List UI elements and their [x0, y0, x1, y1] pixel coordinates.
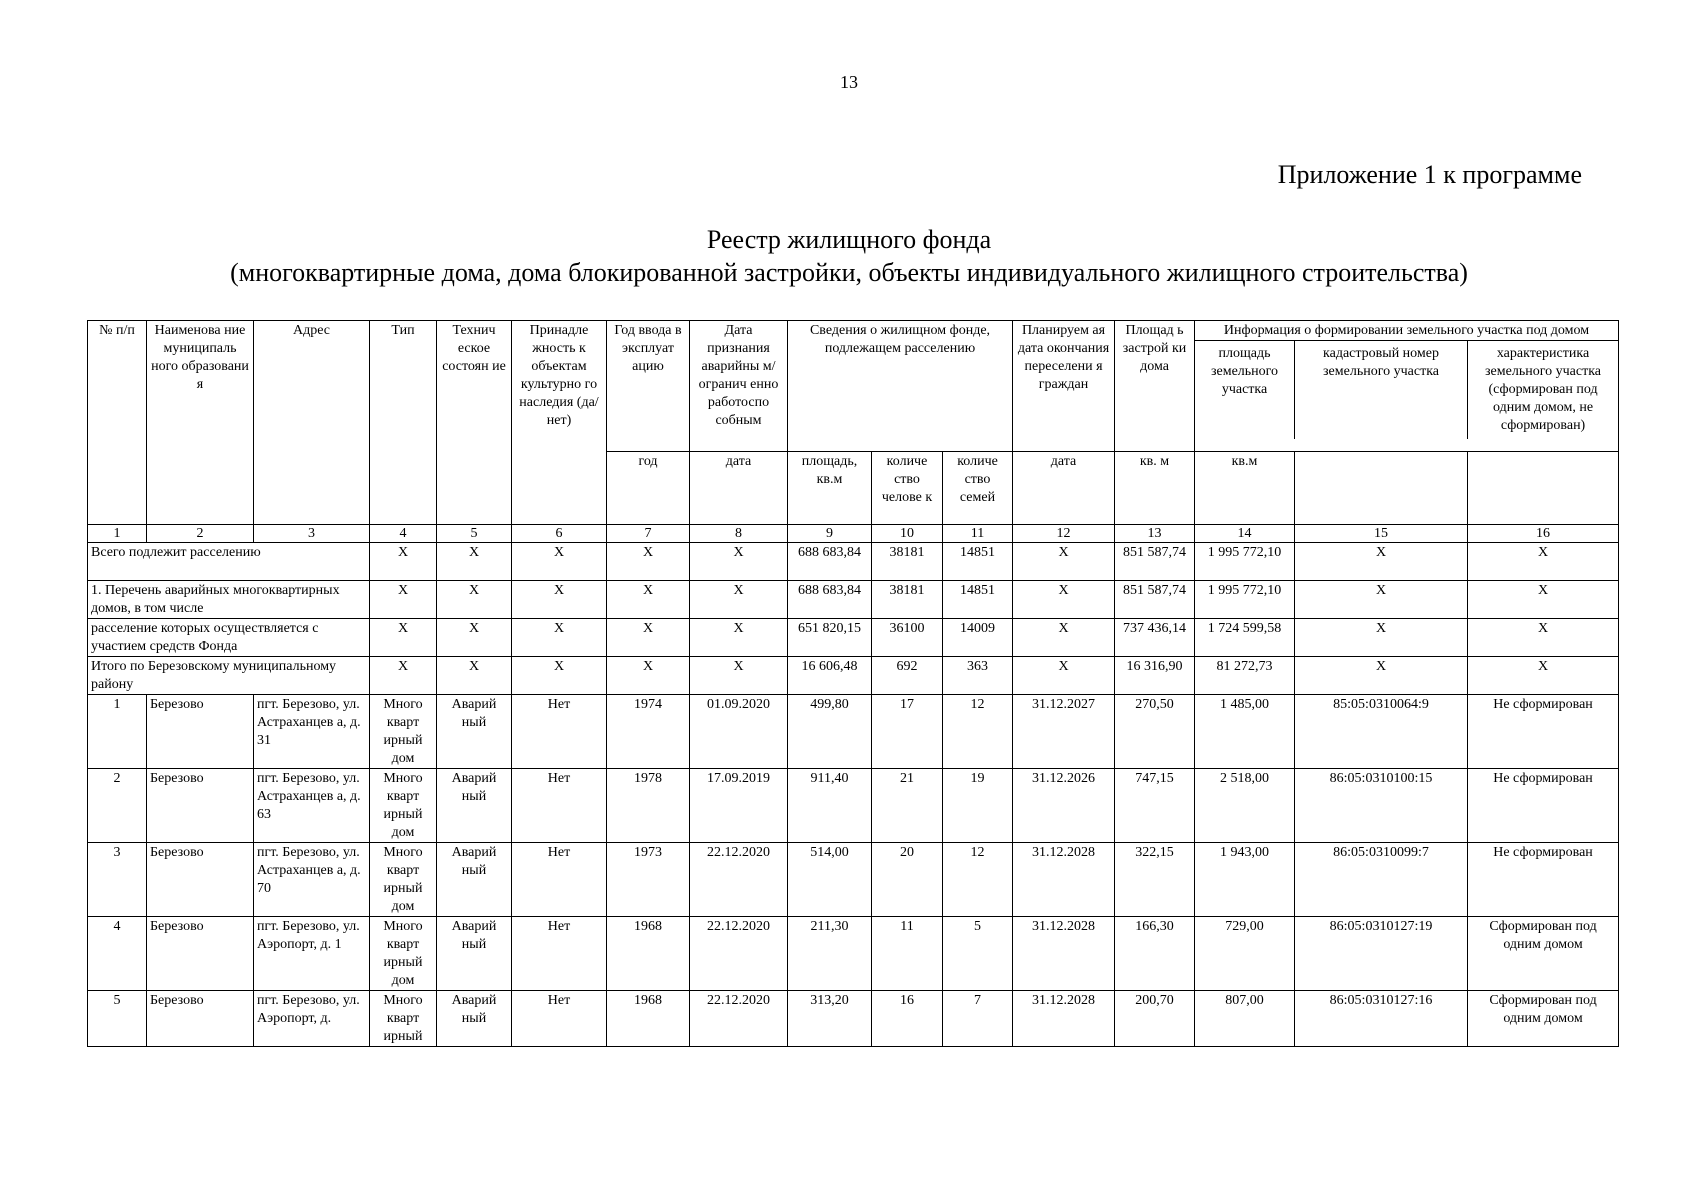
- row-area: 211,30: [788, 917, 872, 991]
- row-families: 19: [943, 769, 1013, 843]
- cell: X: [437, 657, 512, 695]
- row-charact: Не сформирован: [1468, 843, 1619, 917]
- row-date: 22.12.2020: [690, 917, 788, 991]
- row-num: 1: [88, 695, 147, 769]
- subheader-land-unit: кв.м: [1195, 452, 1295, 524]
- cell: X: [607, 657, 690, 695]
- summary-label: Всего подлежит расселению: [88, 543, 370, 581]
- table-row: [88, 991, 1619, 1047]
- row-cadastral: 85:05:0310064:9: [1295, 695, 1468, 769]
- row-area: 514,00: [788, 843, 872, 917]
- header-year-built: Год ввода в эксплуат ацию: [607, 321, 690, 452]
- row-area: 313,20: [788, 991, 872, 1047]
- cell: X: [690, 581, 788, 619]
- cell: 851 587,74: [1115, 543, 1195, 581]
- row-year: 1968: [607, 991, 690, 1047]
- row-municipality: Березово: [147, 917, 254, 991]
- cell: X: [1295, 619, 1468, 657]
- cell: X: [607, 581, 690, 619]
- row-num: 3: [88, 843, 147, 917]
- cell: 16 606,48: [788, 657, 872, 695]
- row-built: 200,70: [1115, 991, 1195, 1047]
- page-number: 13: [840, 72, 858, 92]
- cell: X: [1013, 581, 1115, 619]
- colnum: 12: [1013, 525, 1115, 543]
- colnum: 9: [788, 525, 872, 543]
- row-type: Много кварт ирный дом: [370, 843, 437, 917]
- row-type: Много кварт ирный дом: [370, 917, 437, 991]
- subheader-families: количе ство семей: [943, 452, 1013, 525]
- subheader-area: площадь, кв.м: [788, 452, 872, 525]
- row-date: 17.09.2019: [690, 769, 788, 843]
- row-families: 5: [943, 917, 1013, 991]
- cell: X: [1468, 581, 1619, 619]
- row-people: 17: [872, 695, 943, 769]
- row-heritage: Нет: [512, 695, 607, 769]
- header-cadastral: кадастровый номер земельного участка: [1295, 341, 1468, 439]
- table-row: [88, 843, 1619, 917]
- row-people: 21: [872, 769, 943, 843]
- header-municipality: Наименова ние муниципаль ного образовани я: [147, 321, 254, 525]
- row-type: Много кварт ирный дом: [370, 695, 437, 769]
- summary-row: [88, 657, 1619, 695]
- appendix-label: Приложение 1 к программе: [1277, 160, 1582, 189]
- header-emergency-date: Дата признания аварийны м/огранич енно работоспо собным: [690, 321, 788, 452]
- row-plan: 31.12.2028: [1013, 843, 1115, 917]
- row-families: 12: [943, 843, 1013, 917]
- cell: X: [370, 619, 437, 657]
- row-num: 5: [88, 991, 147, 1047]
- cell: 38181: [872, 581, 943, 619]
- row-state: Аварий ный: [437, 769, 512, 843]
- title-line-2: (многоквартирные дома, дома блокированной застройки, объекты индивидуального жилищного строительства): [230, 258, 1468, 287]
- row-land: 729,00: [1195, 917, 1295, 991]
- row-charact: Не сформирован: [1468, 695, 1619, 769]
- cell: X: [512, 657, 607, 695]
- row-municipality: Березово: [147, 991, 254, 1047]
- row-charact: Не сформирован: [1468, 769, 1619, 843]
- cell: 363: [943, 657, 1013, 695]
- colnum: 16: [1468, 525, 1619, 543]
- colnum: 15: [1295, 525, 1468, 543]
- row-state: Аварий ный: [437, 991, 512, 1047]
- row-num: 4: [88, 917, 147, 991]
- cell: 38181: [872, 543, 943, 581]
- subheader-date: дата: [690, 452, 788, 525]
- document-title: [0, 223, 1698, 289]
- row-plan: 31.12.2027: [1013, 695, 1115, 769]
- cell: X: [1013, 619, 1115, 657]
- cell: X: [370, 657, 437, 695]
- row-families: 12: [943, 695, 1013, 769]
- row-date: 22.12.2020: [690, 843, 788, 917]
- header-address: Адрес: [254, 321, 370, 525]
- cell: X: [1468, 657, 1619, 695]
- row-state: Аварий ный: [437, 695, 512, 769]
- subheader-year: год: [607, 452, 690, 525]
- subheader-land-group: [1195, 452, 1619, 525]
- row-plan: 31.12.2028: [1013, 991, 1115, 1047]
- row-address: пгт. Березово, ул. Астраханцев а, д. 63: [254, 769, 370, 843]
- cell: 81 272,73: [1195, 657, 1295, 695]
- cell: X: [370, 543, 437, 581]
- cell: X: [690, 543, 788, 581]
- cell: 688 683,84: [788, 581, 872, 619]
- colnum: 10: [872, 525, 943, 543]
- header-land-info: Информация о формировании земельного участка под домом: [1195, 321, 1618, 341]
- row-year: 1973: [607, 843, 690, 917]
- cell: X: [1295, 543, 1468, 581]
- row-cadastral: 86:05:0310099:7: [1295, 843, 1468, 917]
- header-planned-date: Планируем ая дата окончания переселени я граждан: [1013, 321, 1115, 452]
- row-charact: Сформирован под одним домом: [1468, 917, 1619, 991]
- colnum: 14: [1195, 525, 1295, 543]
- row-people: 11: [872, 917, 943, 991]
- summary-row: [88, 619, 1619, 657]
- row-plan: 31.12.2026: [1013, 769, 1115, 843]
- table-row: [88, 695, 1619, 769]
- row-year: 1974: [607, 695, 690, 769]
- cell: X: [1013, 543, 1115, 581]
- table-row: [88, 917, 1619, 991]
- cell: 1 995 772,10: [1195, 581, 1295, 619]
- cell: 737 436,14: [1115, 619, 1195, 657]
- row-cadastral: 86:05:0310100:15: [1295, 769, 1468, 843]
- summary-label: 1. Перечень аварийных многоквартирных домов, в том числе: [88, 581, 370, 619]
- cell: 651 820,15: [788, 619, 872, 657]
- cell: X: [1295, 581, 1468, 619]
- header-built-area: Площад ь застрой ки дома: [1115, 321, 1195, 452]
- row-land: 1 943,00: [1195, 843, 1295, 917]
- colnum: 13: [1115, 525, 1195, 543]
- header-land-info-group: [1195, 321, 1619, 452]
- row-date: 01.09.2020: [690, 695, 788, 769]
- cell: X: [607, 619, 690, 657]
- cell: 692: [872, 657, 943, 695]
- cell: X: [1468, 543, 1619, 581]
- row-people: 20: [872, 843, 943, 917]
- row-built: 166,30: [1115, 917, 1195, 991]
- cell: X: [512, 581, 607, 619]
- cell: X: [437, 543, 512, 581]
- cell: X: [437, 619, 512, 657]
- header-land-char: характеристика земельного участка (сформирован под одним домом, не сформирован): [1485, 346, 1601, 433]
- cell: X: [1468, 619, 1619, 657]
- cell: X: [690, 657, 788, 695]
- table-row: [88, 769, 1619, 843]
- header-heritage: Принадле жность к объектам культурно го наследия (да/нет): [512, 321, 607, 525]
- summary-label: расселение которых осуществляется с участием средств Фонда: [88, 619, 370, 657]
- row-municipality: Березово: [147, 769, 254, 843]
- colnum: 4: [370, 525, 437, 543]
- housing-registry-table: [87, 320, 1619, 1047]
- row-municipality: Березово: [147, 843, 254, 917]
- cell: 688 683,84: [788, 543, 872, 581]
- colnum: 5: [437, 525, 512, 543]
- row-address: пгт. Березово, ул. Астраханцев а, д. 70: [254, 843, 370, 917]
- row-state: Аварий ный: [437, 917, 512, 991]
- colnum: 8: [690, 525, 788, 543]
- subheader-people: количе ство челове к: [872, 452, 943, 525]
- row-people: 16: [872, 991, 943, 1047]
- cell: 14851: [943, 581, 1013, 619]
- cell: 1 995 772,10: [1195, 543, 1295, 581]
- cell: X: [690, 619, 788, 657]
- row-built: 322,15: [1115, 843, 1195, 917]
- row-heritage: Нет: [512, 991, 607, 1047]
- row-heritage: Нет: [512, 769, 607, 843]
- header-housing-info: Сведения о жилищном фонде, подлежащем расселению: [788, 321, 1013, 452]
- row-type: Много кварт ирный: [370, 991, 437, 1047]
- cell: X: [1013, 657, 1115, 695]
- row-num: 2: [88, 769, 147, 843]
- colnum: 1: [88, 525, 147, 543]
- row-year: 1978: [607, 769, 690, 843]
- row-heritage: Нет: [512, 917, 607, 991]
- cell: 851 587,74: [1115, 581, 1195, 619]
- subheader-plan-date: дата: [1013, 452, 1115, 525]
- row-built: 270,50: [1115, 695, 1195, 769]
- row-address: пгт. Березово, ул. Астраханцев а, д. 31: [254, 695, 370, 769]
- row-heritage: Нет: [512, 843, 607, 917]
- colnum: 11: [943, 525, 1013, 543]
- header-type: Тип: [370, 321, 437, 525]
- summary-row: [88, 581, 1619, 619]
- row-land: 807,00: [1195, 991, 1295, 1047]
- header-land-area: площадь земельного участка: [1195, 341, 1295, 439]
- column-numbers-row: [88, 525, 1619, 543]
- row-area: 911,40: [788, 769, 872, 843]
- row-built: 747,15: [1115, 769, 1195, 843]
- cell: X: [1295, 657, 1468, 695]
- table-body: [88, 543, 1619, 1047]
- cell: 14851: [943, 543, 1013, 581]
- cell: 14009: [943, 619, 1013, 657]
- summary-label: Итого по Березовскому муниципальному району: [88, 657, 370, 695]
- row-charact: Сформирован под одним домом: [1468, 991, 1619, 1047]
- cell: X: [512, 619, 607, 657]
- colnum: 2: [147, 525, 254, 543]
- table-header: [88, 321, 1619, 543]
- row-state: Аварий ный: [437, 843, 512, 917]
- row-address: пгт. Березово, ул. Аэропорт, д. 1: [254, 917, 370, 991]
- header-tech-state: Технич еское состоян ие: [437, 321, 512, 525]
- cell: X: [607, 543, 690, 581]
- cell: 1 724 599,58: [1195, 619, 1295, 657]
- cell: 36100: [872, 619, 943, 657]
- colnum: 7: [607, 525, 690, 543]
- cell: 16 316,90: [1115, 657, 1195, 695]
- cell: X: [437, 581, 512, 619]
- subheader-built-unit: кв. м: [1115, 452, 1195, 525]
- cell: X: [370, 581, 437, 619]
- row-address: пгт. Березово, ул. Аэропорт, д.: [254, 991, 370, 1047]
- cell: X: [512, 543, 607, 581]
- header-num: № п/п: [88, 321, 147, 525]
- row-type: Много кварт ирный дом: [370, 769, 437, 843]
- row-land: 2 518,00: [1195, 769, 1295, 843]
- row-plan: 31.12.2028: [1013, 917, 1115, 991]
- row-families: 7: [943, 991, 1013, 1047]
- row-cadastral: 86:05:0310127:19: [1295, 917, 1468, 991]
- row-area: 499,80: [788, 695, 872, 769]
- row-cadastral: 86:05:0310127:16: [1295, 991, 1468, 1047]
- row-municipality: Березово: [147, 695, 254, 769]
- row-date: 22.12.2020: [690, 991, 788, 1047]
- colnum: 6: [512, 525, 607, 543]
- colnum: 3: [254, 525, 370, 543]
- row-land: 1 485,00: [1195, 695, 1295, 769]
- title-line-1: Реестр жилищного фонда: [706, 225, 992, 254]
- row-year: 1968: [607, 917, 690, 991]
- summary-row: [88, 543, 1619, 581]
